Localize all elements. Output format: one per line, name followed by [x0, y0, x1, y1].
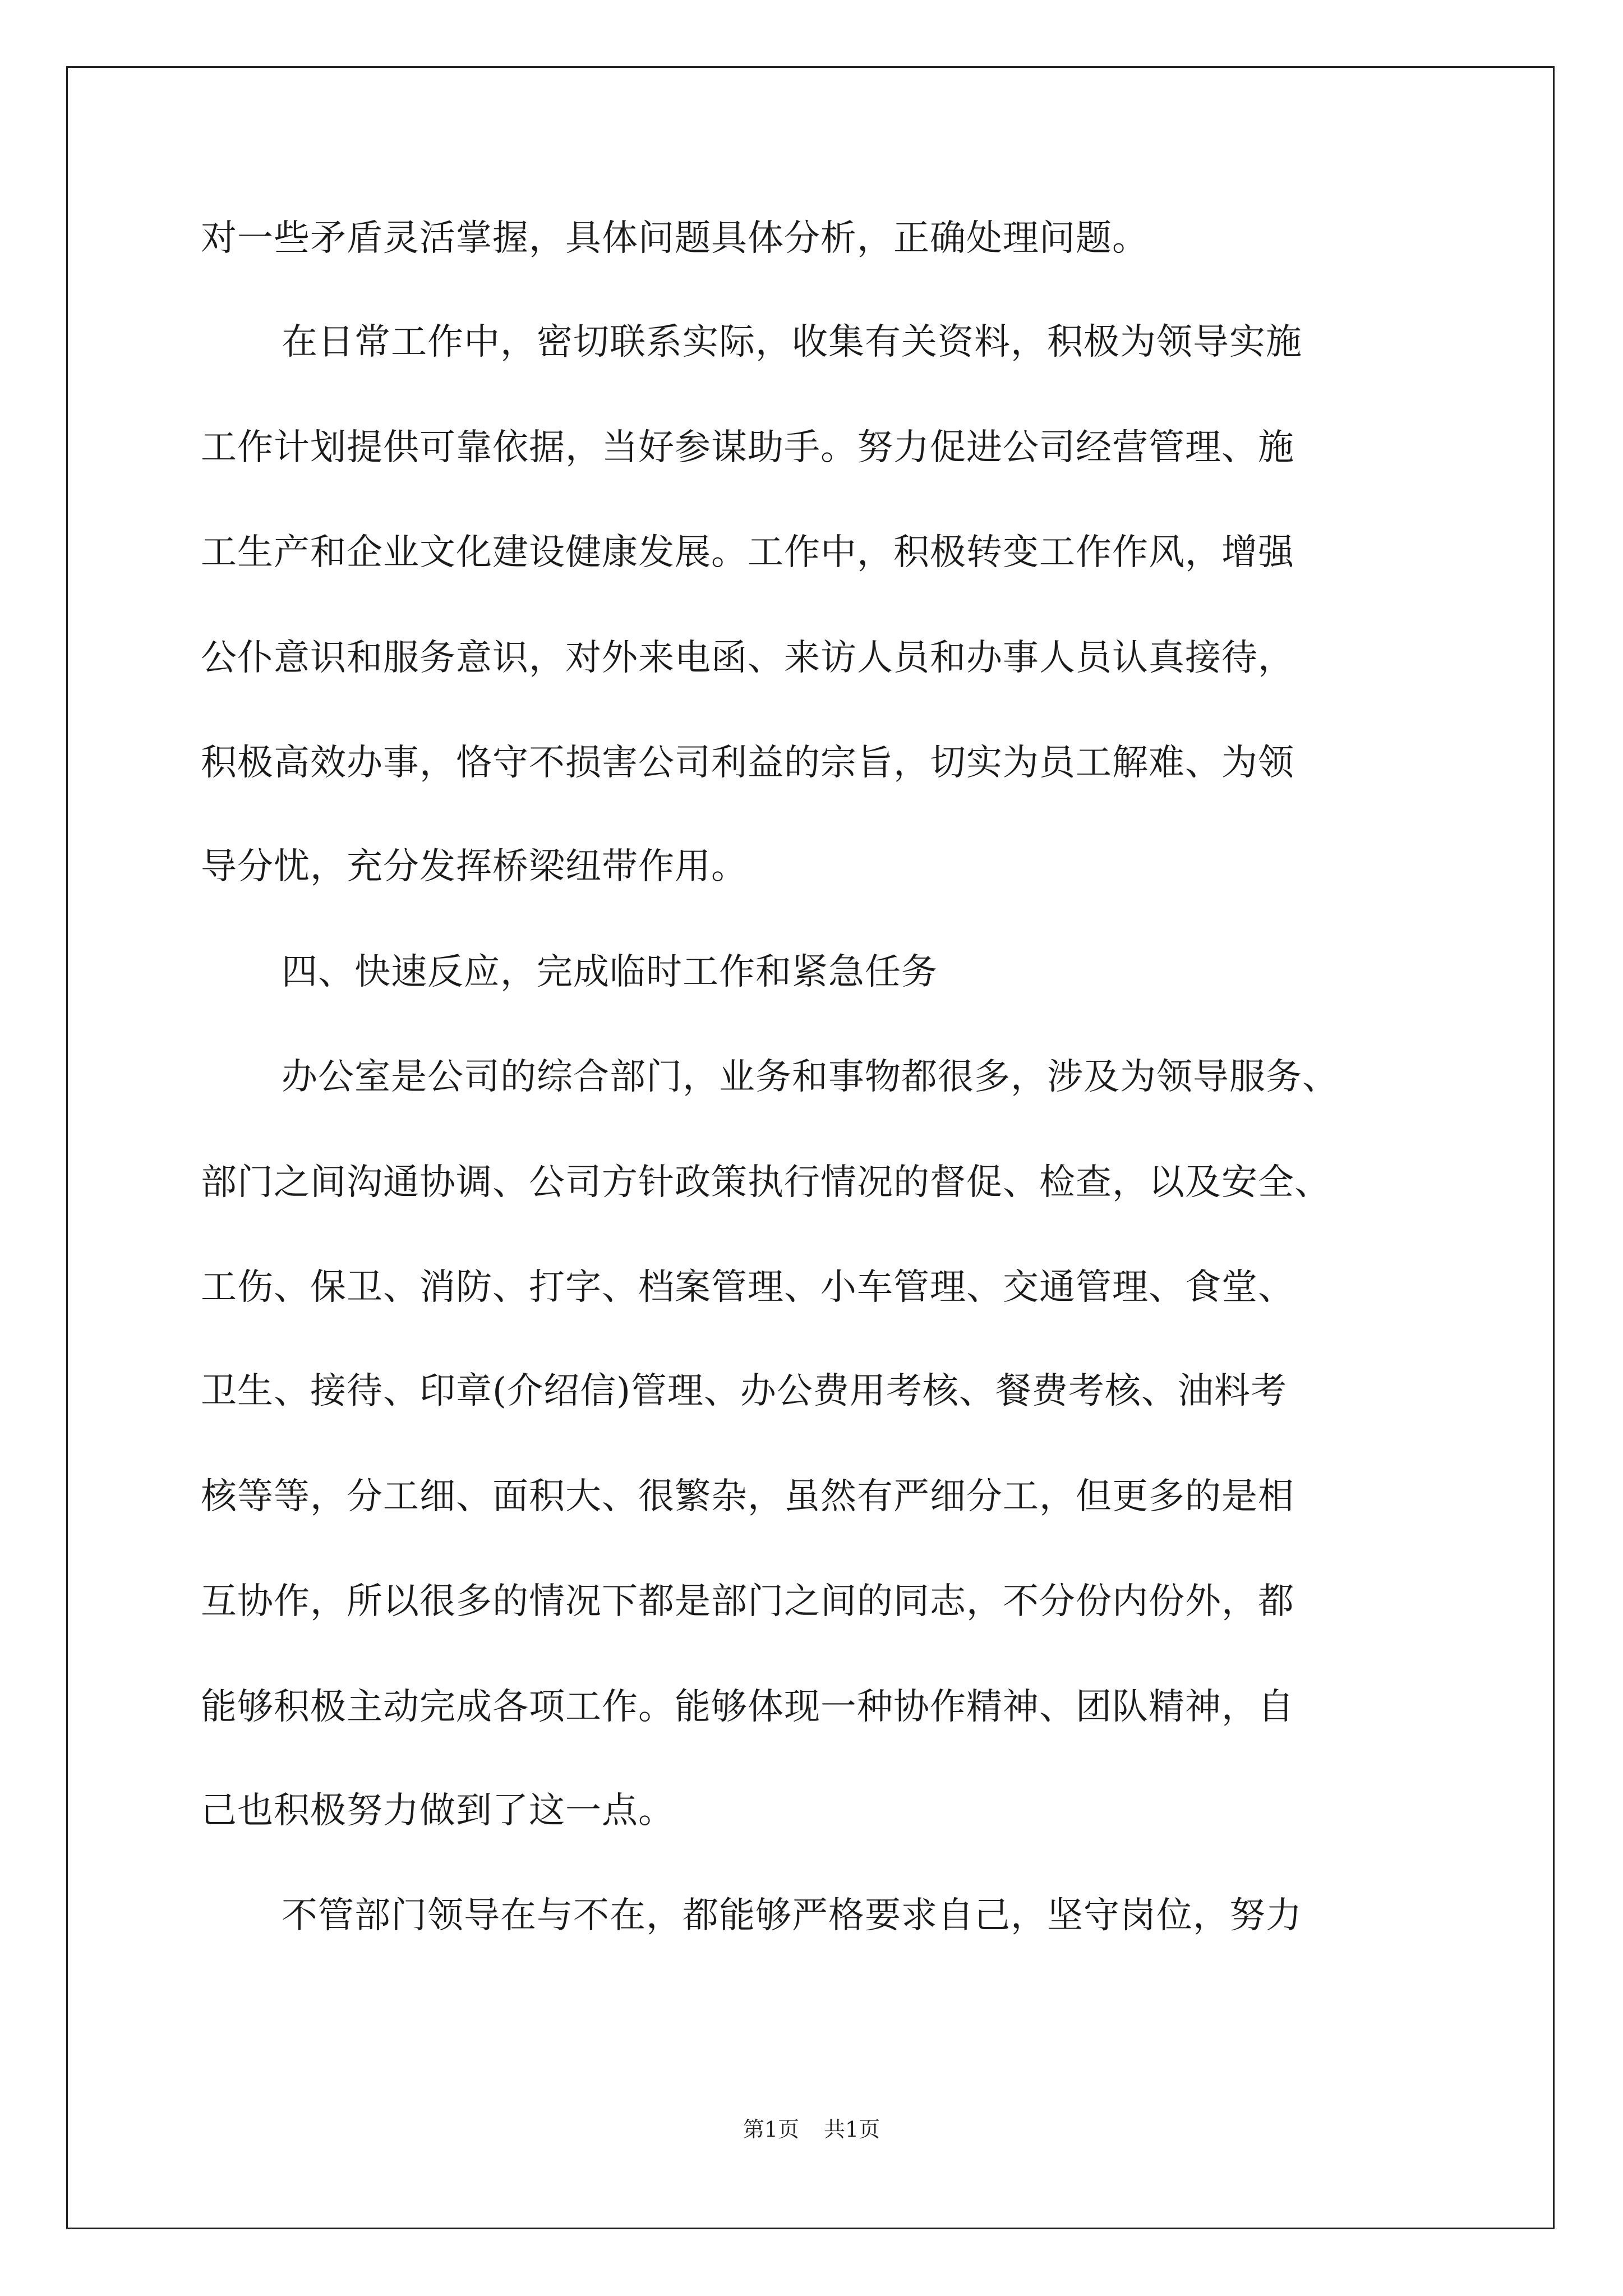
paragraph-start: 在日常工作中，密切联系实际，收集有关资料，积极为领导实施 [282, 321, 1302, 363]
paragraph-start: 办公室是公司的综合部门，业务和事物都很多，涉及为领导服务、 [282, 1056, 1339, 1098]
text-line: 部门之间沟通协调、公司方针政策执行情况的督促、检查，以及安全、 [201, 1162, 1331, 1203]
text-line: 己也积极努力做到了这一点。 [201, 1790, 675, 1832]
text-line: 积极高效办事，恪守不损害公司利益的宗旨，切实为员工解难、为领 [201, 742, 1294, 784]
section-heading: 四、快速反应，完成临时工作和紧急任务 [282, 951, 938, 993]
text-line: 能够积极主动完成各项工作。能够体现一种协作精神、团队精神，自 [201, 1686, 1294, 1728]
page-number: 第1页 [743, 2117, 799, 2142]
text-line: 互协作，所以很多的情况下都是部门之间的同志，不分份内份外，都 [201, 1581, 1294, 1622]
page-total: 共1页 [824, 2117, 880, 2142]
page-footer [0, 2116, 1623, 2143]
text-line: 工作计划提供可靠依据，当好参谋助手。努力促进公司经营管理、施 [201, 427, 1294, 468]
text-line: 工生产和企业文化建设健康发展。工作中，积极转变工作作风，增强 [201, 532, 1294, 573]
text-line: 导分忧，充分发挥桥梁纽带作用。 [201, 846, 748, 887]
text-line: 公仆意识和服务意识，对外来电函、来访人员和办事人员认真接待， [201, 637, 1294, 679]
text-line: 卫生、接待、印章(介绍信)管理、办公费用考核、餐费考核、油料考 [201, 1370, 1287, 1412]
text-line: 对一些矛盾灵活掌握，具体问题具体分析，正确处理问题。 [201, 218, 1149, 259]
text-line: 工伤、保卫、消防、打字、档案管理、小车管理、交通管理、食堂、 [201, 1267, 1294, 1308]
text-line: 核等等，分工细、面积大、很繁杂，虽然有严细分工，但更多的是相 [201, 1476, 1294, 1517]
paragraph-start: 不管部门领导在与不在，都能够严格要求自己，坚守岗位，努力 [282, 1895, 1302, 1936]
